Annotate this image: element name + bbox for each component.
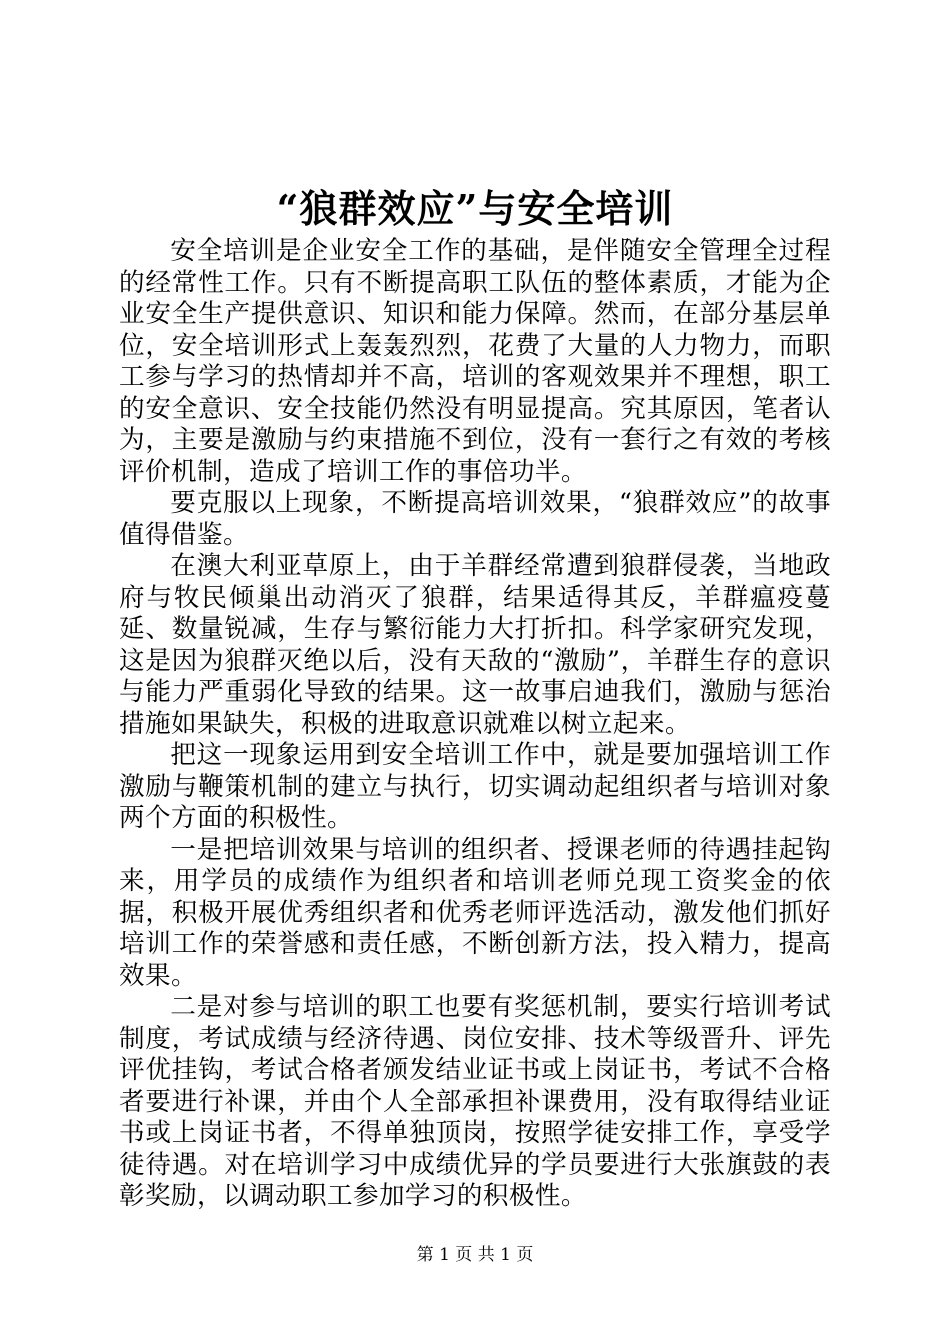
document-body [119,236,831,1213]
paragraph: 在澳大利亚草原上，由于羊群经常遭到狼群侵袭，当地政府与牧民倾巢出动消灭了狼群，结果适得其反，羊群瘟疫蔓延、数量锐减，生存与繁衍能力大打折扣。科学家研究发现，这是因为狼群灭绝以后，没有天敌的“激励”，羊群生存的意识与能力严重弱化导致的结果。这一故事启迪我们，激励与惩治措施如果缺失，积极的进取意识就难以树立起来。 [119,551,831,739]
paragraph: 把这一现象运用到安全培训工作中，就是要加强培训工作激励与鞭策机制的建立与执行，切实调动起组织者与培训对象两个方面的积极性。 [119,740,831,833]
document-title: “狼群效应”与安全培训 [276,186,674,231]
paragraph: 一是把培训效果与培训的组织者、授课老师的待遇挂起钩来，用学员的成绩作为组织者和培训老师兑现工资奖金的依据，积极开展优秀组织者和优秀老师评选活动，激发他们抓好培训工作的荣誉感和责任感，不断创新方法，投入精力，提高效果。 [119,834,831,991]
paragraph: 要克服以上现象，不断提高培训效果，“狼群效应”的故事值得借鉴。 [119,488,831,550]
paragraph: 二是对参与培训的职工也要有奖惩机制，要实行培训考试制度，考试成绩与经济待遇、岗位安排、技术等级晋升、评先评优挂钩，考试合格者颁发结业证书或上岗证书，考试不合格者要进行补课，并由个人全部承担补课费用，没有取得结业证书或上岗证书者，不得单独顶岗，按照学徒安排工作，享受学徒待遇。对在培训学习中成绩优异的学员要进行大张旗鼓的表彰奖励，以调动职工参加学习的积极性。 [119,992,831,1211]
paragraph: 安全培训是企业安全工作的基础，是伴随安全管理全过程的经常性工作。只有不断提高职工队伍的整体素质，才能为企业安全生产提供意识、知识和能力保障。然而，在部分基层单位，安全培训形式上轰轰烈烈，花费了大量的人力物力，而职工参与学习的热情却并不高，培训的客观效果并不理想，职工的安全意识、安全技能仍然没有明显提高。究其原因，笔者认为，主要是激励与约束措施不到位，没有一套行之有效的考核评价机制，造成了培训工作的事倍功半。 [119,236,831,487]
page-number-footer: 第 1 页 共 1 页 [416,1245,534,1265]
